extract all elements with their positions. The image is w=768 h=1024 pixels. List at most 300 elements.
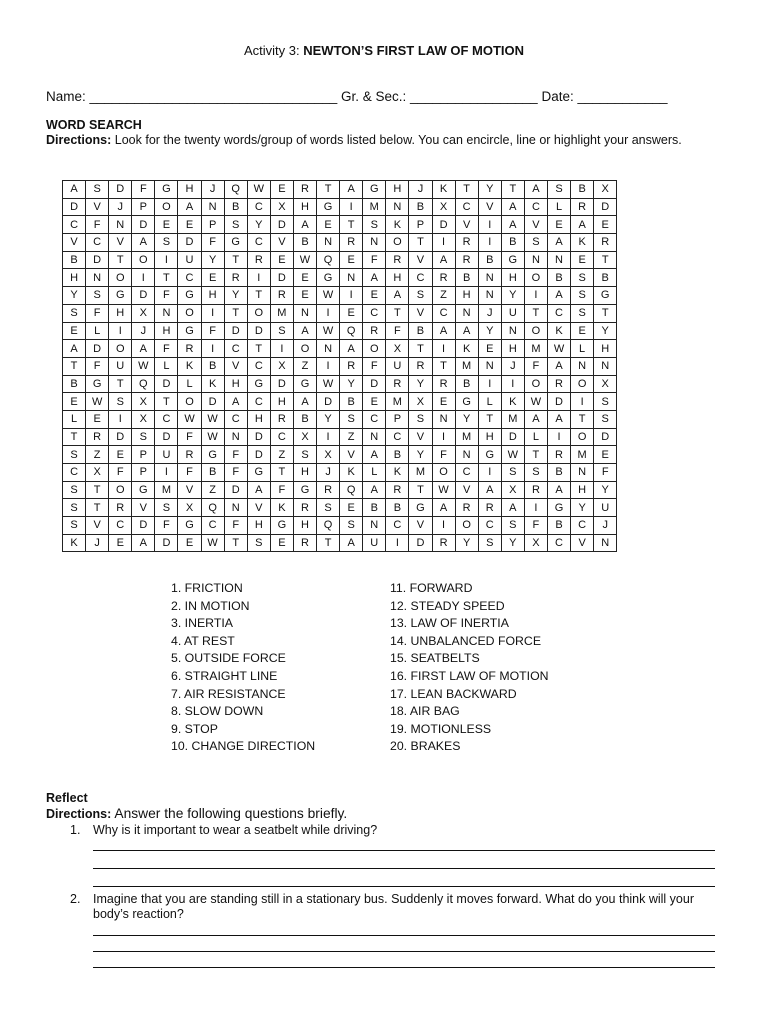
grid-cell[interactable]: Q [201, 499, 224, 517]
grid-cell[interactable]: Q [224, 181, 247, 199]
grid-cell[interactable]: F [386, 322, 409, 340]
grid-cell[interactable]: H [501, 340, 524, 358]
grid-cell[interactable]: V [455, 481, 478, 499]
grid-cell[interactable]: S [63, 499, 86, 517]
grid-cell[interactable]: N [201, 198, 224, 216]
grid-cell[interactable]: R [293, 534, 316, 552]
grid-cell[interactable]: E [571, 322, 594, 340]
grid-cell[interactable]: H [455, 287, 478, 305]
grid-cell[interactable]: F [224, 446, 247, 464]
grid-cell[interactable]: S [224, 216, 247, 234]
grid-cell[interactable]: D [86, 251, 109, 269]
grid-cell[interactable]: O [386, 234, 409, 252]
grid-cell[interactable]: J [594, 517, 617, 535]
grid-cell[interactable]: D [247, 446, 270, 464]
grid-cell[interactable]: B [455, 375, 478, 393]
grid-cell[interactable]: V [178, 481, 201, 499]
grid-cell[interactable]: S [155, 499, 178, 517]
grid-cell[interactable]: T [247, 287, 270, 305]
grid-cell[interactable]: X [524, 534, 547, 552]
grid-cell[interactable]: Q [132, 375, 155, 393]
grid-cell[interactable]: F [594, 464, 617, 482]
grid-cell[interactable]: B [455, 269, 478, 287]
grid-cell[interactable]: F [201, 322, 224, 340]
grid-cell[interactable]: I [524, 499, 547, 517]
grid-cell[interactable]: I [109, 322, 132, 340]
grid-cell[interactable]: Y [478, 322, 501, 340]
grid-cell[interactable]: C [571, 517, 594, 535]
grid-cell[interactable]: I [132, 269, 155, 287]
grid-cell[interactable]: G [132, 481, 155, 499]
grid-cell[interactable]: D [247, 428, 270, 446]
grid-cell[interactable]: T [270, 464, 293, 482]
grid-cell[interactable]: D [109, 428, 132, 446]
grid-cell[interactable]: S [63, 446, 86, 464]
grid-cell[interactable]: X [132, 393, 155, 411]
grid-cell[interactable]: N [478, 269, 501, 287]
grid-cell[interactable]: T [224, 304, 247, 322]
grid-cell[interactable]: I [386, 534, 409, 552]
grid-cell[interactable]: S [340, 410, 363, 428]
grid-cell[interactable]: I [478, 216, 501, 234]
grid-cell[interactable]: X [132, 410, 155, 428]
grid-cell[interactable]: C [455, 198, 478, 216]
grid-cell[interactable]: G [409, 499, 432, 517]
grid-cell[interactable]: F [109, 464, 132, 482]
grid-cell[interactable]: B [340, 393, 363, 411]
grid-cell[interactable]: L [547, 198, 570, 216]
grid-cell[interactable]: B [293, 234, 316, 252]
grid-cell[interactable]: G [201, 446, 224, 464]
grid-cell[interactable]: Y [455, 534, 478, 552]
grid-cell[interactable]: O [571, 375, 594, 393]
grid-cell[interactable]: X [270, 198, 293, 216]
grid-cell[interactable]: H [501, 269, 524, 287]
grid-cell[interactable]: B [386, 499, 409, 517]
grid-cell[interactable]: A [293, 216, 316, 234]
grid-cell[interactable]: R [524, 481, 547, 499]
grid-cell[interactable]: W [317, 375, 340, 393]
grid-cell[interactable]: S [247, 534, 270, 552]
grid-cell[interactable]: Y [317, 410, 340, 428]
grid-cell[interactable]: S [63, 304, 86, 322]
grid-cell[interactable]: R [293, 181, 316, 199]
grid-cell[interactable]: A [247, 481, 270, 499]
grid-cell[interactable]: L [178, 375, 201, 393]
grid-cell[interactable]: T [109, 375, 132, 393]
grid-cell[interactable]: R [386, 481, 409, 499]
grid-cell[interactable]: C [363, 304, 386, 322]
grid-cell[interactable]: C [247, 198, 270, 216]
grid-cell[interactable]: E [340, 499, 363, 517]
grid-cell[interactable]: M [363, 198, 386, 216]
grid-cell[interactable]: I [501, 375, 524, 393]
grid-cell[interactable]: L [86, 322, 109, 340]
grid-cell[interactable]: Y [501, 534, 524, 552]
grid-cell[interactable]: V [524, 216, 547, 234]
grid-cell[interactable]: H [386, 269, 409, 287]
grid-cell[interactable]: C [155, 410, 178, 428]
grid-cell[interactable]: R [409, 357, 432, 375]
grid-cell[interactable]: N [455, 446, 478, 464]
grid-cell[interactable]: R [432, 269, 455, 287]
grid-cell[interactable]: K [501, 393, 524, 411]
grid-cell[interactable]: N [501, 322, 524, 340]
grid-cell[interactable]: N [224, 428, 247, 446]
grid-cell[interactable]: A [524, 410, 547, 428]
grid-cell[interactable]: M [571, 446, 594, 464]
grid-cell[interactable]: I [432, 234, 455, 252]
grid-cell[interactable]: D [155, 428, 178, 446]
grid-cell[interactable]: Z [293, 357, 316, 375]
grid-cell[interactable]: B [501, 234, 524, 252]
grid-cell[interactable]: E [594, 216, 617, 234]
grid-cell[interactable]: Z [270, 446, 293, 464]
grid-cell[interactable]: H [594, 340, 617, 358]
grid-cell[interactable]: P [132, 464, 155, 482]
grid-cell[interactable]: S [317, 499, 340, 517]
grid-cell[interactable]: T [409, 234, 432, 252]
grid-cell[interactable]: B [571, 181, 594, 199]
grid-cell[interactable]: B [224, 198, 247, 216]
grid-cell[interactable]: U [594, 499, 617, 517]
grid-cell[interactable]: Q [317, 517, 340, 535]
grid-cell[interactable]: O [109, 481, 132, 499]
grid-cell[interactable]: R [270, 287, 293, 305]
grid-cell[interactable]: B [63, 251, 86, 269]
grid-cell[interactable]: C [524, 198, 547, 216]
grid-cell[interactable]: E [293, 287, 316, 305]
grid-cell[interactable]: S [594, 410, 617, 428]
grid-cell[interactable]: G [178, 322, 201, 340]
grid-cell[interactable]: V [409, 304, 432, 322]
grid-cell[interactable]: V [409, 428, 432, 446]
grid-cell[interactable]: A [524, 181, 547, 199]
grid-cell[interactable]: O [132, 251, 155, 269]
grid-cell[interactable]: R [247, 251, 270, 269]
grid-cell[interactable]: X [86, 464, 109, 482]
grid-cell[interactable]: H [293, 198, 316, 216]
grid-cell[interactable]: T [524, 304, 547, 322]
grid-cell[interactable]: E [86, 410, 109, 428]
grid-cell[interactable]: T [247, 340, 270, 358]
grid-cell[interactable]: V [86, 517, 109, 535]
grid-cell[interactable]: E [571, 251, 594, 269]
grid-cell[interactable]: K [386, 464, 409, 482]
grid-cell[interactable]: C [86, 234, 109, 252]
grid-cell[interactable]: R [86, 428, 109, 446]
grid-cell[interactable]: A [363, 481, 386, 499]
grid-cell[interactable]: O [363, 340, 386, 358]
grid-cell[interactable]: G [155, 181, 178, 199]
grid-cell[interactable]: H [571, 481, 594, 499]
grid-cell[interactable]: G [109, 287, 132, 305]
grid-cell[interactable]: A [178, 198, 201, 216]
grid-cell[interactable]: F [524, 357, 547, 375]
grid-cell[interactable]: F [201, 234, 224, 252]
grid-cell[interactable]: C [201, 517, 224, 535]
grid-cell[interactable]: W [317, 322, 340, 340]
grid-cell[interactable]: V [109, 234, 132, 252]
grid-cell[interactable]: U [178, 251, 201, 269]
grid-cell[interactable]: T [409, 340, 432, 358]
grid-cell[interactable]: G [317, 198, 340, 216]
grid-cell[interactable]: S [270, 322, 293, 340]
grid-cell[interactable]: M [155, 481, 178, 499]
grid-cell[interactable]: E [594, 446, 617, 464]
grid-cell[interactable]: K [547, 322, 570, 340]
grid-cell[interactable]: G [178, 287, 201, 305]
grid-cell[interactable]: R [109, 499, 132, 517]
grid-cell[interactable]: E [63, 393, 86, 411]
grid-cell[interactable]: O [571, 428, 594, 446]
answer-line[interactable] [93, 850, 715, 851]
grid-cell[interactable]: H [478, 428, 501, 446]
grid-cell[interactable]: X [432, 198, 455, 216]
grid-cell[interactable]: B [547, 269, 570, 287]
grid-cell[interactable]: M [409, 464, 432, 482]
grid-cell[interactable]: Y [63, 287, 86, 305]
grid-cell[interactable]: E [478, 340, 501, 358]
grid-cell[interactable]: R [594, 234, 617, 252]
grid-cell[interactable]: T [386, 304, 409, 322]
grid-cell[interactable]: N [363, 234, 386, 252]
grid-cell[interactable]: E [340, 304, 363, 322]
grid-cell[interactable]: Q [340, 481, 363, 499]
grid-cell[interactable]: N [571, 357, 594, 375]
grid-cell[interactable]: Y [594, 481, 617, 499]
grid-cell[interactable]: V [478, 198, 501, 216]
grid-cell[interactable]: N [524, 251, 547, 269]
grid-cell[interactable]: G [178, 517, 201, 535]
grid-cell[interactable]: E [317, 216, 340, 234]
grid-cell[interactable]: N [224, 499, 247, 517]
grid-cell[interactable]: T [155, 393, 178, 411]
grid-cell[interactable]: T [317, 181, 340, 199]
grid-cell[interactable]: A [432, 499, 455, 517]
grid-cell[interactable]: N [340, 269, 363, 287]
grid-cell[interactable]: Z [86, 446, 109, 464]
grid-cell[interactable]: V [270, 234, 293, 252]
grid-cell[interactable]: Y [409, 446, 432, 464]
grid-cell[interactable]: J [409, 181, 432, 199]
grid-cell[interactable]: E [63, 322, 86, 340]
grid-cell[interactable]: R [293, 499, 316, 517]
grid-cell[interactable]: V [409, 251, 432, 269]
grid-cell[interactable]: I [478, 234, 501, 252]
grid-cell[interactable]: N [363, 428, 386, 446]
grid-cell[interactable]: G [293, 481, 316, 499]
grid-cell[interactable]: Y [247, 216, 270, 234]
grid-cell[interactable]: D [247, 322, 270, 340]
grid-cell[interactable]: I [547, 428, 570, 446]
grid-cell[interactable]: R [432, 375, 455, 393]
grid-cell[interactable]: M [455, 357, 478, 375]
grid-cell[interactable]: C [386, 517, 409, 535]
grid-cell[interactable]: Z [340, 428, 363, 446]
grid-cell[interactable]: A [224, 393, 247, 411]
grid-cell[interactable]: C [247, 357, 270, 375]
grid-cell[interactable]: I [432, 428, 455, 446]
grid-cell[interactable]: B [478, 251, 501, 269]
grid-cell[interactable]: T [501, 181, 524, 199]
grid-cell[interactable]: K [201, 375, 224, 393]
grid-cell[interactable]: R [547, 446, 570, 464]
grid-cell[interactable]: N [317, 234, 340, 252]
grid-cell[interactable]: B [409, 322, 432, 340]
grid-cell[interactable]: V [247, 499, 270, 517]
grid-cell[interactable]: F [224, 517, 247, 535]
grid-cell[interactable]: J [478, 304, 501, 322]
grid-cell[interactable]: T [432, 357, 455, 375]
grid-cell[interactable]: N [478, 287, 501, 305]
grid-cell[interactable]: A [547, 357, 570, 375]
grid-cell[interactable]: C [363, 410, 386, 428]
grid-cell[interactable]: H [178, 181, 201, 199]
grid-cell[interactable]: E [293, 269, 316, 287]
grid-cell[interactable]: S [86, 287, 109, 305]
grid-cell[interactable]: H [293, 464, 316, 482]
grid-cell[interactable]: D [132, 287, 155, 305]
grid-cell[interactable]: C [455, 464, 478, 482]
grid-cell[interactable]: L [571, 340, 594, 358]
grid-cell[interactable]: B [201, 464, 224, 482]
grid-cell[interactable]: X [501, 481, 524, 499]
grid-cell[interactable]: E [270, 534, 293, 552]
grid-cell[interactable]: P [409, 216, 432, 234]
grid-cell[interactable]: P [132, 446, 155, 464]
grid-cell[interactable]: I [478, 375, 501, 393]
grid-cell[interactable]: N [109, 216, 132, 234]
grid-cell[interactable]: E [155, 216, 178, 234]
grid-cell[interactable]: I [317, 357, 340, 375]
grid-cell[interactable]: F [86, 304, 109, 322]
grid-cell[interactable]: N [86, 269, 109, 287]
grid-cell[interactable]: B [63, 375, 86, 393]
grid-cell[interactable]: A [501, 216, 524, 234]
grid-cell[interactable]: D [201, 393, 224, 411]
grid-cell[interactable]: J [501, 357, 524, 375]
grid-cell[interactable]: C [386, 428, 409, 446]
grid-cell[interactable]: W [293, 251, 316, 269]
grid-cell[interactable]: E [363, 287, 386, 305]
grid-cell[interactable]: S [293, 446, 316, 464]
grid-cell[interactable]: L [63, 410, 86, 428]
grid-cell[interactable]: S [409, 287, 432, 305]
answer-line[interactable] [93, 967, 715, 968]
grid-cell[interactable]: C [224, 410, 247, 428]
grid-cell[interactable]: H [63, 269, 86, 287]
grid-cell[interactable]: K [455, 340, 478, 358]
grid-cell[interactable]: P [386, 410, 409, 428]
grid-cell[interactable]: I [247, 269, 270, 287]
grid-cell[interactable]: E [201, 269, 224, 287]
grid-cell[interactable]: T [524, 446, 547, 464]
grid-cell[interactable]: D [132, 216, 155, 234]
answer-line[interactable] [93, 935, 715, 936]
grid-cell[interactable]: W [547, 340, 570, 358]
grid-cell[interactable]: J [201, 181, 224, 199]
grid-cell[interactable]: S [409, 410, 432, 428]
grid-cell[interactable]: B [547, 464, 570, 482]
grid-cell[interactable]: K [178, 357, 201, 375]
grid-cell[interactable]: X [386, 340, 409, 358]
grid-cell[interactable]: V [224, 357, 247, 375]
grid-cell[interactable]: N [594, 357, 617, 375]
grid-cell[interactable]: C [270, 428, 293, 446]
grid-cell[interactable]: H [270, 393, 293, 411]
grid-cell[interactable]: I [432, 517, 455, 535]
grid-cell[interactable]: L [524, 428, 547, 446]
grid-cell[interactable]: I [201, 304, 224, 322]
grid-cell[interactable]: A [132, 340, 155, 358]
grid-cell[interactable]: Y [571, 499, 594, 517]
grid-cell[interactable]: K [571, 234, 594, 252]
grid-cell[interactable]: B [363, 499, 386, 517]
grid-cell[interactable]: S [363, 216, 386, 234]
grid-cell[interactable]: W [132, 357, 155, 375]
grid-cell[interactable]: A [293, 322, 316, 340]
grid-cell[interactable]: I [317, 428, 340, 446]
grid-cell[interactable]: N [363, 517, 386, 535]
grid-cell[interactable]: D [547, 393, 570, 411]
grid-cell[interactable]: S [501, 517, 524, 535]
grid-cell[interactable]: A [432, 322, 455, 340]
grid-cell[interactable]: G [363, 181, 386, 199]
grid-cell[interactable]: A [363, 446, 386, 464]
grid-cell[interactable]: O [293, 340, 316, 358]
grid-cell[interactable]: T [317, 534, 340, 552]
grid-cell[interactable]: O [247, 304, 270, 322]
grid-cell[interactable]: R [270, 410, 293, 428]
grid-cell[interactable]: I [340, 198, 363, 216]
grid-cell[interactable]: R [455, 499, 478, 517]
grid-cell[interactable]: H [247, 410, 270, 428]
answer-line[interactable] [93, 886, 715, 887]
grid-cell[interactable]: R [178, 446, 201, 464]
grid-cell[interactable]: S [132, 428, 155, 446]
grid-cell[interactable]: E [547, 216, 570, 234]
grid-cell[interactable]: Y [455, 410, 478, 428]
grid-cell[interactable]: D [270, 375, 293, 393]
grid-cell[interactable]: E [270, 181, 293, 199]
grid-cell[interactable]: A [132, 234, 155, 252]
grid-cell[interactable]: E [178, 534, 201, 552]
grid-cell[interactable]: R [571, 198, 594, 216]
grid-cell[interactable]: A [386, 287, 409, 305]
grid-cell[interactable]: Y [594, 322, 617, 340]
grid-cell[interactable]: O [524, 269, 547, 287]
grid-cell[interactable]: I [524, 287, 547, 305]
grid-cell[interactable]: P [132, 198, 155, 216]
grid-cell[interactable]: S [155, 234, 178, 252]
grid-cell[interactable]: N [547, 251, 570, 269]
grid-cell[interactable]: L [155, 357, 178, 375]
grid-cell[interactable]: G [594, 287, 617, 305]
grid-cell[interactable]: R [455, 251, 478, 269]
grid-cell[interactable]: T [63, 428, 86, 446]
grid-cell[interactable]: A [478, 481, 501, 499]
grid-cell[interactable]: F [432, 446, 455, 464]
grid-cell[interactable]: D [594, 428, 617, 446]
grid-cell[interactable]: T [155, 269, 178, 287]
grid-cell[interactable]: H [155, 322, 178, 340]
grid-cell[interactable]: C [109, 517, 132, 535]
grid-cell[interactable]: L [478, 393, 501, 411]
grid-cell[interactable]: R [363, 322, 386, 340]
grid-cell[interactable]: U [109, 357, 132, 375]
grid-cell[interactable]: I [571, 393, 594, 411]
